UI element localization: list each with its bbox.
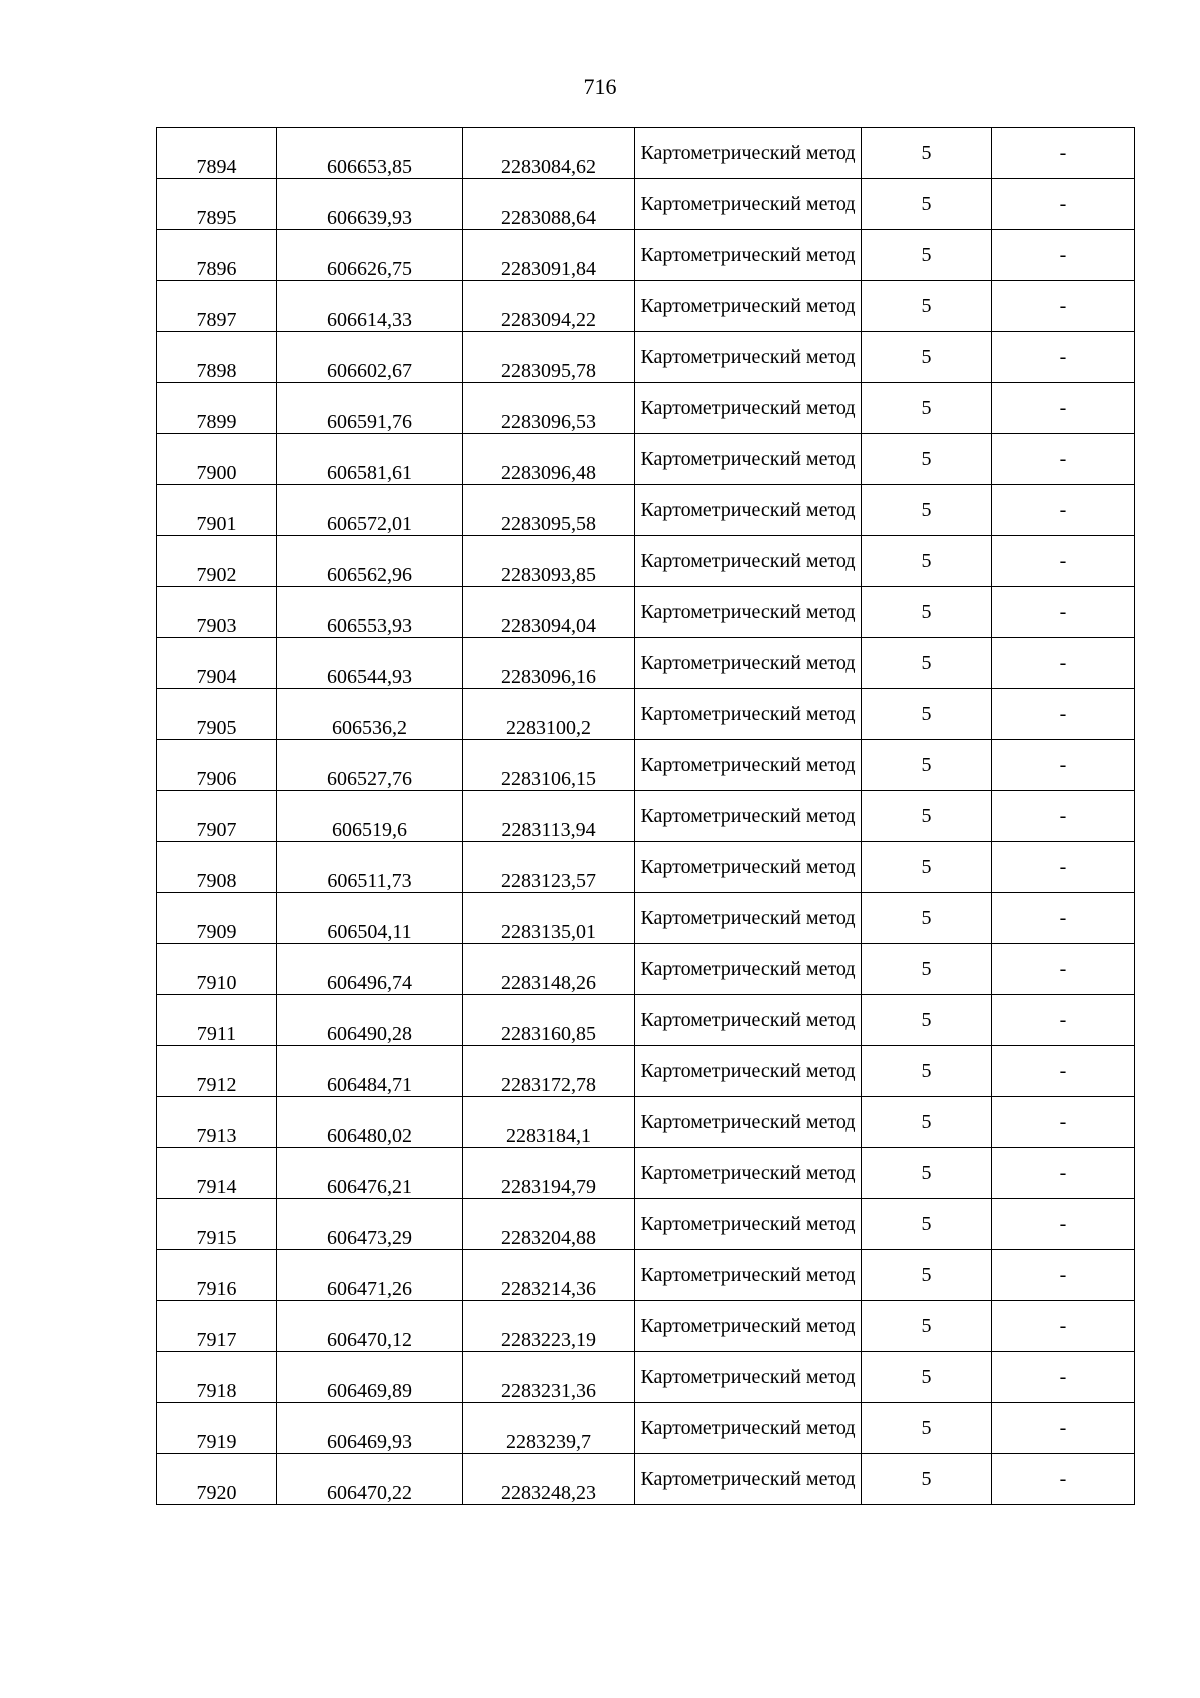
method-cell: Картометрический метод bbox=[635, 1454, 862, 1505]
x-coordinate-cell: 606602,67 bbox=[277, 332, 463, 383]
x-coordinate-cell: 606581,61 bbox=[277, 434, 463, 485]
note-cell: - bbox=[992, 230, 1135, 281]
accuracy-cell: 5 bbox=[862, 1199, 992, 1250]
note-cell: - bbox=[992, 1403, 1135, 1454]
table-row bbox=[157, 1046, 1135, 1097]
point-number-cell: 7919 bbox=[157, 1403, 277, 1454]
y-coordinate-cell: 2283091,84 bbox=[463, 230, 635, 281]
method-cell: Картометрический метод bbox=[635, 1301, 862, 1352]
accuracy-cell: 5 bbox=[862, 638, 992, 689]
note-cell: - bbox=[992, 995, 1135, 1046]
coordinates-table bbox=[156, 127, 1135, 1505]
note-cell: - bbox=[992, 485, 1135, 536]
x-coordinate-cell: 606511,73 bbox=[277, 842, 463, 893]
accuracy-cell: 5 bbox=[862, 842, 992, 893]
y-coordinate-cell: 2283094,04 bbox=[463, 587, 635, 638]
x-coordinate-cell: 606484,71 bbox=[277, 1046, 463, 1097]
note-cell: - bbox=[992, 1301, 1135, 1352]
table-row bbox=[157, 1148, 1135, 1199]
point-number-cell: 7910 bbox=[157, 944, 277, 995]
y-coordinate-cell: 2283184,1 bbox=[463, 1097, 635, 1148]
point-number-cell: 7912 bbox=[157, 1046, 277, 1097]
method-cell: Картометрический метод bbox=[635, 995, 862, 1046]
point-number-cell: 7920 bbox=[157, 1454, 277, 1505]
method-cell: Картометрический метод bbox=[635, 1352, 862, 1403]
table-row bbox=[157, 1199, 1135, 1250]
method-cell: Картометрический метод bbox=[635, 128, 862, 179]
note-cell: - bbox=[992, 1046, 1135, 1097]
table-row bbox=[157, 128, 1135, 179]
x-coordinate-cell: 606626,75 bbox=[277, 230, 463, 281]
y-coordinate-cell: 2283123,57 bbox=[463, 842, 635, 893]
method-cell: Картометрический метод bbox=[635, 230, 862, 281]
x-coordinate-cell: 606572,01 bbox=[277, 485, 463, 536]
note-cell: - bbox=[992, 434, 1135, 485]
table-row bbox=[157, 485, 1135, 536]
page-number: 716 bbox=[583, 74, 617, 99]
y-coordinate-cell: 2283096,48 bbox=[463, 434, 635, 485]
x-coordinate-cell: 606614,33 bbox=[277, 281, 463, 332]
note-cell: - bbox=[992, 1250, 1135, 1301]
point-number-cell: 7917 bbox=[157, 1301, 277, 1352]
y-coordinate-cell: 2283204,88 bbox=[463, 1199, 635, 1250]
y-coordinate-cell: 2283248,23 bbox=[463, 1454, 635, 1505]
point-number-cell: 7911 bbox=[157, 995, 277, 1046]
table-row bbox=[157, 1301, 1135, 1352]
method-cell: Картометрический метод bbox=[635, 332, 862, 383]
point-number-cell: 7905 bbox=[157, 689, 277, 740]
x-coordinate-cell: 606562,96 bbox=[277, 536, 463, 587]
note-cell: - bbox=[992, 1454, 1135, 1505]
method-cell: Картометрический метод bbox=[635, 689, 862, 740]
x-coordinate-cell: 606527,76 bbox=[277, 740, 463, 791]
table-row bbox=[157, 893, 1135, 944]
point-number-cell: 7907 bbox=[157, 791, 277, 842]
note-cell: - bbox=[992, 587, 1135, 638]
point-number-cell: 7914 bbox=[157, 1148, 277, 1199]
x-coordinate-cell: 606496,74 bbox=[277, 944, 463, 995]
y-coordinate-cell: 2283096,16 bbox=[463, 638, 635, 689]
method-cell: Картометрический метод bbox=[635, 1046, 862, 1097]
method-cell: Картометрический метод bbox=[635, 1148, 862, 1199]
table-row bbox=[157, 944, 1135, 995]
note-cell: - bbox=[992, 1097, 1135, 1148]
x-coordinate-cell: 606553,93 bbox=[277, 587, 463, 638]
method-cell: Картометрический метод bbox=[635, 944, 862, 995]
accuracy-cell: 5 bbox=[862, 230, 992, 281]
point-number-cell: 7897 bbox=[157, 281, 277, 332]
table-row bbox=[157, 179, 1135, 230]
point-number-cell: 7913 bbox=[157, 1097, 277, 1148]
y-coordinate-cell: 2283095,58 bbox=[463, 485, 635, 536]
x-coordinate-cell: 606536,2 bbox=[277, 689, 463, 740]
y-coordinate-cell: 2283096,53 bbox=[463, 383, 635, 434]
method-cell: Картометрический метод bbox=[635, 587, 862, 638]
accuracy-cell: 5 bbox=[862, 1148, 992, 1199]
point-number-cell: 7894 bbox=[157, 128, 277, 179]
note-cell: - bbox=[992, 179, 1135, 230]
accuracy-cell: 5 bbox=[862, 281, 992, 332]
note-cell: - bbox=[992, 842, 1135, 893]
accuracy-cell: 5 bbox=[862, 689, 992, 740]
x-coordinate-cell: 606471,26 bbox=[277, 1250, 463, 1301]
accuracy-cell: 5 bbox=[862, 740, 992, 791]
x-coordinate-cell: 606639,93 bbox=[277, 179, 463, 230]
x-coordinate-cell: 606519,6 bbox=[277, 791, 463, 842]
point-number-cell: 7906 bbox=[157, 740, 277, 791]
y-coordinate-cell: 2283172,78 bbox=[463, 1046, 635, 1097]
y-coordinate-cell: 2283095,78 bbox=[463, 332, 635, 383]
note-cell: - bbox=[992, 536, 1135, 587]
accuracy-cell: 5 bbox=[862, 1454, 992, 1505]
point-number-cell: 7915 bbox=[157, 1199, 277, 1250]
note-cell: - bbox=[992, 383, 1135, 434]
table-row bbox=[157, 740, 1135, 791]
coordinates-table-body bbox=[157, 128, 1135, 1505]
y-coordinate-cell: 2283223,19 bbox=[463, 1301, 635, 1352]
note-cell: - bbox=[992, 791, 1135, 842]
table-row bbox=[157, 434, 1135, 485]
table-row bbox=[157, 281, 1135, 332]
table-row bbox=[157, 1352, 1135, 1403]
x-coordinate-cell: 606469,89 bbox=[277, 1352, 463, 1403]
method-cell: Картометрический метод bbox=[635, 1097, 862, 1148]
note-cell: - bbox=[992, 332, 1135, 383]
note-cell: - bbox=[992, 1352, 1135, 1403]
y-coordinate-cell: 2283100,2 bbox=[463, 689, 635, 740]
point-number-cell: 7900 bbox=[157, 434, 277, 485]
point-number-cell: 7916 bbox=[157, 1250, 277, 1301]
x-coordinate-cell: 606469,93 bbox=[277, 1403, 463, 1454]
y-coordinate-cell: 2283093,85 bbox=[463, 536, 635, 587]
x-coordinate-cell: 606544,93 bbox=[277, 638, 463, 689]
method-cell: Картометрический метод bbox=[635, 791, 862, 842]
y-coordinate-cell: 2283106,15 bbox=[463, 740, 635, 791]
accuracy-cell: 5 bbox=[862, 587, 992, 638]
point-number-cell: 7904 bbox=[157, 638, 277, 689]
y-coordinate-cell: 2283084,62 bbox=[463, 128, 635, 179]
point-number-cell: 7908 bbox=[157, 842, 277, 893]
accuracy-cell: 5 bbox=[862, 1097, 992, 1148]
note-cell: - bbox=[992, 281, 1135, 332]
method-cell: Картометрический метод bbox=[635, 1250, 862, 1301]
point-number-cell: 7896 bbox=[157, 230, 277, 281]
accuracy-cell: 5 bbox=[862, 536, 992, 587]
accuracy-cell: 5 bbox=[862, 128, 992, 179]
method-cell: Картометрический метод bbox=[635, 893, 862, 944]
x-coordinate-cell: 606591,76 bbox=[277, 383, 463, 434]
note-cell: - bbox=[992, 128, 1135, 179]
x-coordinate-cell: 606473,29 bbox=[277, 1199, 463, 1250]
y-coordinate-cell: 2283094,22 bbox=[463, 281, 635, 332]
method-cell: Картометрический метод bbox=[635, 1199, 862, 1250]
accuracy-cell: 5 bbox=[862, 1301, 992, 1352]
y-coordinate-cell: 2283194,79 bbox=[463, 1148, 635, 1199]
note-cell: - bbox=[992, 944, 1135, 995]
accuracy-cell: 5 bbox=[862, 1403, 992, 1454]
method-cell: Картометрический метод bbox=[635, 281, 862, 332]
accuracy-cell: 5 bbox=[862, 1250, 992, 1301]
table-row bbox=[157, 638, 1135, 689]
method-cell: Картометрический метод bbox=[635, 638, 862, 689]
accuracy-cell: 5 bbox=[862, 1352, 992, 1403]
method-cell: Картометрический метод bbox=[635, 485, 862, 536]
point-number-cell: 7899 bbox=[157, 383, 277, 434]
y-coordinate-cell: 2283214,36 bbox=[463, 1250, 635, 1301]
x-coordinate-cell: 606480,02 bbox=[277, 1097, 463, 1148]
accuracy-cell: 5 bbox=[862, 434, 992, 485]
x-coordinate-cell: 606470,22 bbox=[277, 1454, 463, 1505]
table-row bbox=[157, 383, 1135, 434]
point-number-cell: 7918 bbox=[157, 1352, 277, 1403]
x-coordinate-cell: 606470,12 bbox=[277, 1301, 463, 1352]
table-row bbox=[157, 587, 1135, 638]
method-cell: Картометрический метод bbox=[635, 842, 862, 893]
y-coordinate-cell: 2283148,26 bbox=[463, 944, 635, 995]
table-row bbox=[157, 536, 1135, 587]
x-coordinate-cell: 606504,11 bbox=[277, 893, 463, 944]
accuracy-cell: 5 bbox=[862, 383, 992, 434]
note-cell: - bbox=[992, 740, 1135, 791]
table-row bbox=[157, 1097, 1135, 1148]
table-row bbox=[157, 230, 1135, 281]
note-cell: - bbox=[992, 638, 1135, 689]
method-cell: Картометрический метод bbox=[635, 740, 862, 791]
method-cell: Картометрический метод bbox=[635, 179, 862, 230]
method-cell: Картометрический метод bbox=[635, 434, 862, 485]
x-coordinate-cell: 606490,28 bbox=[277, 995, 463, 1046]
y-coordinate-cell: 2283239,7 bbox=[463, 1403, 635, 1454]
table-row bbox=[157, 332, 1135, 383]
accuracy-cell: 5 bbox=[862, 332, 992, 383]
accuracy-cell: 5 bbox=[862, 179, 992, 230]
table-row bbox=[157, 689, 1135, 740]
table-row bbox=[157, 842, 1135, 893]
point-number-cell: 7902 bbox=[157, 536, 277, 587]
point-number-cell: 7898 bbox=[157, 332, 277, 383]
accuracy-cell: 5 bbox=[862, 485, 992, 536]
y-coordinate-cell: 2283135,01 bbox=[463, 893, 635, 944]
x-coordinate-cell: 606476,21 bbox=[277, 1148, 463, 1199]
accuracy-cell: 5 bbox=[862, 944, 992, 995]
x-coordinate-cell: 606653,85 bbox=[277, 128, 463, 179]
table-row bbox=[157, 1454, 1135, 1505]
y-coordinate-cell: 2283160,85 bbox=[463, 995, 635, 1046]
table-row bbox=[157, 791, 1135, 842]
table-row bbox=[157, 1250, 1135, 1301]
note-cell: - bbox=[992, 1199, 1135, 1250]
table-row bbox=[157, 1403, 1135, 1454]
accuracy-cell: 5 bbox=[862, 995, 992, 1046]
point-number-cell: 7903 bbox=[157, 587, 277, 638]
point-number-cell: 7895 bbox=[157, 179, 277, 230]
accuracy-cell: 5 bbox=[862, 893, 992, 944]
point-number-cell: 7909 bbox=[157, 893, 277, 944]
method-cell: Картометрический метод bbox=[635, 1403, 862, 1454]
y-coordinate-cell: 2283113,94 bbox=[463, 791, 635, 842]
note-cell: - bbox=[992, 689, 1135, 740]
point-number-cell: 7901 bbox=[157, 485, 277, 536]
accuracy-cell: 5 bbox=[862, 1046, 992, 1097]
note-cell: - bbox=[992, 893, 1135, 944]
table-row bbox=[157, 995, 1135, 1046]
accuracy-cell: 5 bbox=[862, 791, 992, 842]
method-cell: Картометрический метод bbox=[635, 383, 862, 434]
note-cell: - bbox=[992, 1148, 1135, 1199]
method-cell: Картометрический метод bbox=[635, 536, 862, 587]
y-coordinate-cell: 2283231,36 bbox=[463, 1352, 635, 1403]
y-coordinate-cell: 2283088,64 bbox=[463, 179, 635, 230]
